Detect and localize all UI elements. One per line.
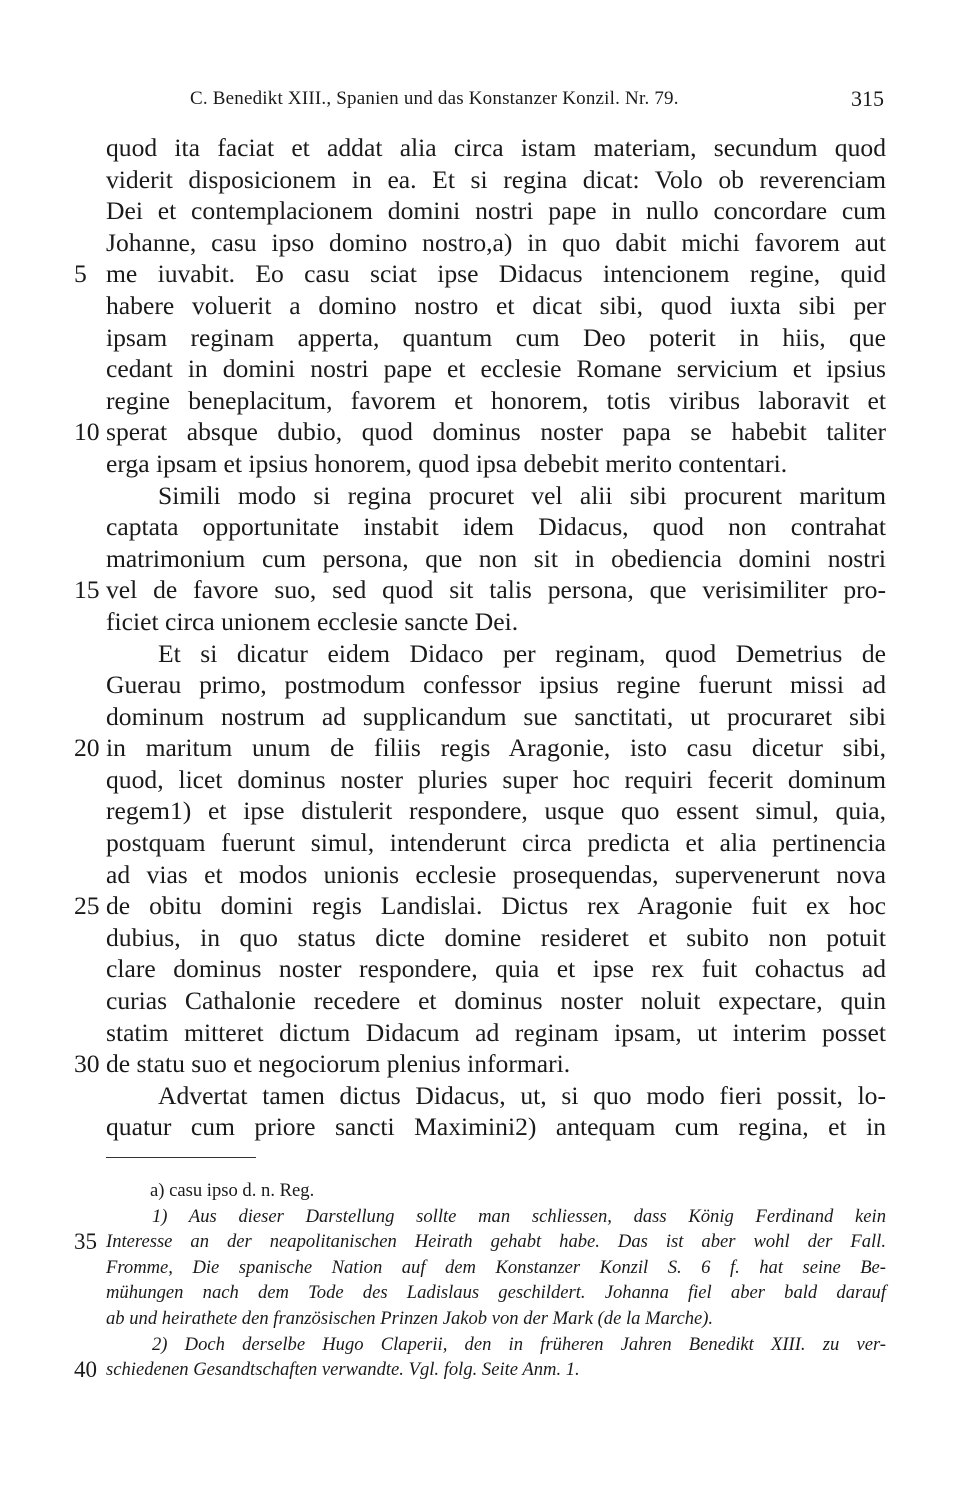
- footnote-line: [106, 1204, 886, 1230]
- running-title: C. Benedikt XIII., Spanien und das Konstanzer Konzil. Nr. 79.: [190, 88, 679, 109]
- line-text: viderit disposicionem in ea. Et si regina dicat: Volo ob reverenciam: [106, 164, 886, 194]
- text-line: [106, 795, 886, 827]
- text-line: [106, 227, 886, 259]
- text-line: [106, 164, 886, 196]
- text-line: [106, 859, 886, 891]
- line-text: Advertat tamen dictus Didacus, ut, si quo modo fieri possit, lo-: [158, 1080, 886, 1110]
- line-text: erga ipsam et ipsius honorem, quod ipsa debebit merito contentari.: [106, 448, 788, 478]
- line-text: de obitu domini regis Landislai. Dictus rex Aragonie fuit ex hoc: [106, 891, 886, 921]
- line-text: me iuvabit. Eo casu sciat ipse Didacus intencionem regine, quid: [106, 259, 886, 289]
- line-text: Johanne, casu ipso domino nostro,a) in quo dabit michi favorem aut: [106, 227, 886, 257]
- line-text: regem1) et ipse distulerit respondere, usque quo essent simul, quia,: [106, 796, 886, 826]
- line-text: dominum nostrum ad supplicandum sue sanctitati, ut procuraret sibi: [106, 701, 886, 731]
- text-line: [74, 1048, 886, 1080]
- line-text: ipsam reginam apperta, quantum cum Deo poterit in hiis, que: [106, 322, 886, 352]
- line-text: statim mitteret dictum Didacum ad reginam ipsam, ut interim posset: [106, 1017, 886, 1047]
- text-line: [106, 669, 886, 701]
- text-line: [106, 764, 886, 796]
- text-line: [106, 511, 886, 543]
- main-text: [74, 132, 886, 1143]
- text-line: [106, 290, 886, 322]
- line-text: quod ita faciat et addat alia circa istam materiam, secundum quod: [106, 133, 886, 162]
- text-line: [106, 1080, 886, 1112]
- footnote-line: [106, 1255, 886, 1281]
- text-line: [106, 1111, 886, 1143]
- line-text: quod, licet dominus noster pluries super hoc requiri fecerit dominum: [106, 764, 886, 794]
- line-number: 25: [74, 891, 100, 921]
- line-text: Dei et contemplacionem domini nostri pape in nullo concordare cum: [106, 196, 886, 226]
- footnote-text: 1) Aus dieser Darstellung sollte man schliessen, dass König Ferdinand kein: [152, 1205, 886, 1227]
- footnote-text: 2) Doch derselbe Hugo Claperii, den in früheren Jahren Benedikt XIII. zu ver-: [152, 1333, 886, 1355]
- footnote-line: [106, 1280, 886, 1306]
- text-line: [106, 827, 886, 859]
- line-number: 20: [74, 733, 100, 763]
- footnote-rule: [106, 1157, 256, 1158]
- footnote-line: [106, 1332, 886, 1358]
- line-text: Simili modo si regina procuret vel alii sibi procurent maritum: [158, 480, 886, 510]
- line-text: sperat absque dubio, quod dominus noster papa se habebit taliter: [106, 417, 886, 447]
- line-text: vel de favore suo, sed quod sit talis persona, que verisimiliter pro-: [106, 575, 886, 605]
- text-line: [106, 322, 886, 354]
- text-line: [106, 385, 886, 417]
- line-text: in maritum unum de filiis regis Aragonie, isto casu dicetur sibi,: [106, 733, 886, 763]
- line-number: 10: [74, 417, 100, 447]
- text-line: [106, 953, 886, 985]
- footnote-line: [74, 1229, 886, 1255]
- running-header: [190, 86, 890, 116]
- text-line: [106, 132, 886, 164]
- footnote-text: Fromme, Die spanische Nation auf dem Konstanzer Konzil S. 6 f. hat seine Be-: [106, 1256, 886, 1278]
- text-line: [74, 732, 886, 764]
- text-line: [106, 638, 886, 670]
- text-line: [74, 258, 886, 290]
- line-text: matrimonium cum persona, que non sit in obediencia domini nostri: [106, 543, 886, 573]
- footnote-text: mühungen nach dem Tode des Ladislaus geschildert. Johanna fiel aber bald darauf: [106, 1282, 886, 1304]
- text-line: [106, 922, 886, 954]
- line-text: regine beneplacitum, favorem et honorem, totis viribus laboravit et: [106, 385, 886, 415]
- text-line: [106, 195, 886, 227]
- footnote-line: [74, 1357, 886, 1383]
- text-line: [106, 606, 886, 638]
- line-text: habere voluerit a domino nostro et dicat sibi, quod iuxta sibi per: [106, 290, 886, 320]
- line-text: Guerau primo, postmodum confessor ipsius regine fuerunt missi ad: [106, 670, 886, 700]
- text-line: [106, 1017, 886, 1049]
- line-text: curias Cathalonie recedere et dominus noster noluit expectare, quin: [106, 986, 886, 1016]
- line-number: 5: [74, 259, 87, 289]
- footnote-text: schiedenen Gesandtschaften verwandte. Vgl. folg. Seite Anm. 1.: [106, 1359, 580, 1381]
- text-line: [106, 480, 886, 512]
- line-text: clare dominus noster respondere, quia et ipse rex fuit cohactus ad: [106, 954, 886, 984]
- line-number: 35: [74, 1229, 97, 1255]
- text-line: [106, 543, 886, 575]
- line-number: 15: [74, 575, 100, 605]
- line-text: ad vias et modos unionis ecclesie prosequendas, supervenerunt nova: [106, 859, 886, 889]
- line-number: 30: [74, 1049, 100, 1079]
- line-text: postquam fuerunt simul, intenderunt circa predicta et alia pertinencia: [106, 828, 886, 858]
- line-text: dubius, in quo status dicte domine resideret et subito non potuit: [106, 922, 886, 952]
- footnote-line: [106, 1178, 886, 1204]
- page-number: 315: [851, 86, 884, 111]
- text-line: [74, 890, 886, 922]
- text-line: [106, 353, 886, 385]
- line-text: de statu suo et negociorum plenius informari.: [106, 1049, 571, 1079]
- line-text: quatur cum priore sancti Maximini2) antequam cum regina, et in: [106, 1112, 886, 1142]
- footnote-text: ab und heirathete den französischen Prinzen Jakob von der Mark (de la Marche).: [106, 1307, 714, 1329]
- text-line: [106, 701, 886, 733]
- line-text: cedant in domini nostri pape et ecclesie Romane servicium et ipsius: [106, 354, 886, 384]
- footnote-line: [106, 1306, 886, 1332]
- line-text: captata opportunitate instabit idem Didacus, quod non contrahat: [106, 512, 886, 542]
- line-text: Et si dicatur eidem Didaco per reginam, quod Demetrius de: [158, 638, 886, 668]
- footnotes: [74, 1178, 886, 1383]
- text-line: [74, 574, 886, 606]
- line-text: ficiet circa unionem ecclesie sancte Dei.: [106, 606, 519, 636]
- line-number: 40: [74, 1357, 97, 1383]
- text-line: [106, 985, 886, 1017]
- text-line: [106, 448, 886, 480]
- text-line: [74, 416, 886, 448]
- footnote-text: a) casu ipso d. n. Reg.: [150, 1180, 315, 1201]
- footnote-text: Interesse an der neapolitanischen Heirath gehabt habe. Das ist aber wohl der Fall.: [106, 1231, 886, 1253]
